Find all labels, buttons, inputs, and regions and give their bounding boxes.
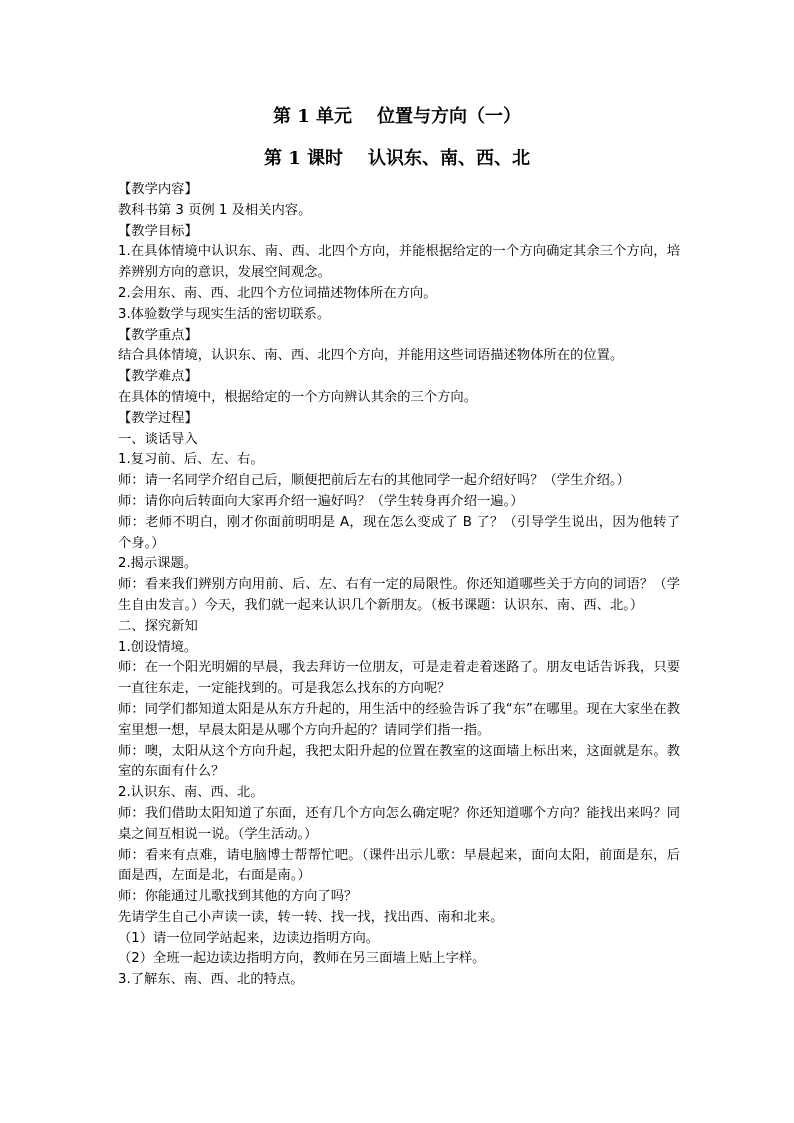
paragraph: 先请学生自己小声读一读，转一转、找一找，找出西、南和北来。 (118, 909, 504, 925)
section-heading-goals: 【教学目标】 (118, 223, 198, 239)
paragraph: 1.创设情境。 (118, 639, 198, 655)
paragraph: 结合具体情境，认识东、南、西、北四个方向，并能用这些词语描述物体所在的位置。 (118, 348, 624, 364)
section-heading-key-points: 【教学重点】 (118, 327, 198, 343)
paragraph: 3.体验数学与现实生活的密切联系。 (118, 306, 331, 322)
paragraph: 2.揭示课题。 (118, 556, 198, 572)
paragraph: 1.在具体情境中认识东、南、西、北四个方向，并能根据给定的一个方向确定其余三个方向，培养辨别方向的意识，发展空间观念。 (118, 244, 680, 281)
paragraph: 师：你能通过儿歌找到其他的方向了吗？ (118, 889, 358, 905)
section-heading-process: 【教学过程】 (118, 410, 198, 426)
paragraph: （2）全班一起边读边指明方向，教师在另三面墙上贴上字样。 (118, 951, 486, 967)
paragraph: 师：我们借助太阳知道了东面，还有几个方向怎么确定呢？你还知道哪个方向？能找出来吗？同桌之间互相说一说。（学生活动。） (118, 805, 680, 842)
paragraph: 师：噢，太阳从这个方向升起，我把太阳升起的位置在教室的这面墙上标出来，这面就是东。教室的东面有什么？ (118, 743, 680, 780)
paragraph: 师：看来我们辨别方向用前、后、左、右有一定的局限性。你还知道哪些关于方向的词语？（学生自由发言。）今天，我们就一起来认识几个新朋友。（板书课题：认识东、南、西、北。） (118, 577, 680, 613)
paragraph: 1.复习前、后、左、右。 (118, 452, 264, 468)
section-heading-difficulties: 【教学难点】 (118, 369, 198, 385)
section-heading-content: 【教学内容】 (118, 182, 198, 197)
paragraph: 3.了解东、南、西、北的特点。 (118, 972, 304, 988)
paragraph: 教科书第 3 页例 1 及相关内容。 (118, 202, 312, 218)
paragraph: 师：在一个阳光明媚的早晨，我去拜访一位朋友，可是走着走着迷路了。朋友电话告诉我，只要一直往东走，一定能找到的。可是我怎么找东的方向呢？ (118, 660, 680, 697)
subsection-heading: 二、探究新知 (118, 618, 198, 634)
subsection-heading: 一、谈话导入 (118, 431, 198, 447)
paragraph: 师：请一名同学介绍自己后，顺便把前后左右的其他同学一起介绍好吗？（学生介绍。） (118, 473, 630, 489)
paragraph: 师：老师不明白，刚才你面前明明是 A，现在怎么变成了 B 了？（引导学生说出，因为他转了个身。） (118, 514, 680, 551)
unit-title: 第 1 单元 位置与方向（一） (272, 106, 522, 127)
paragraph: 师：看来有点难，请电脑博士帮帮忙吧。（课件出示儿歌：早晨起来，面向太阳，前面是东，后面是西，左面是北，右面是南。） (118, 847, 680, 884)
paragraph: 在具体的情境中，根据给定的一个方向辨认其余的三个方向。 (118, 389, 478, 405)
paragraph: 2.认识东、南、西、北。 (118, 785, 264, 801)
paragraph: （1）请一位同学站起来，边读边指明方向。 (118, 930, 380, 946)
document-body (118, 180, 680, 991)
paragraph: 师：请你向后转面向大家再介绍一遍好吗？（学生转身再介绍一遍。） (118, 493, 524, 509)
lesson-title: 第 1 课时 认识东、南、西、北 (263, 148, 531, 169)
paragraph: 2.会用东、南、西、北四个方位词描述物体所在方向。 (118, 285, 437, 301)
paragraph: 师：同学们都知道太阳是从东方升起的，用生活中的经验告诉了我“东”在哪里。现在大家坐在教室里想一想，早晨太阳是从哪个方向升起的？请同学们指一指。 (118, 701, 680, 738)
